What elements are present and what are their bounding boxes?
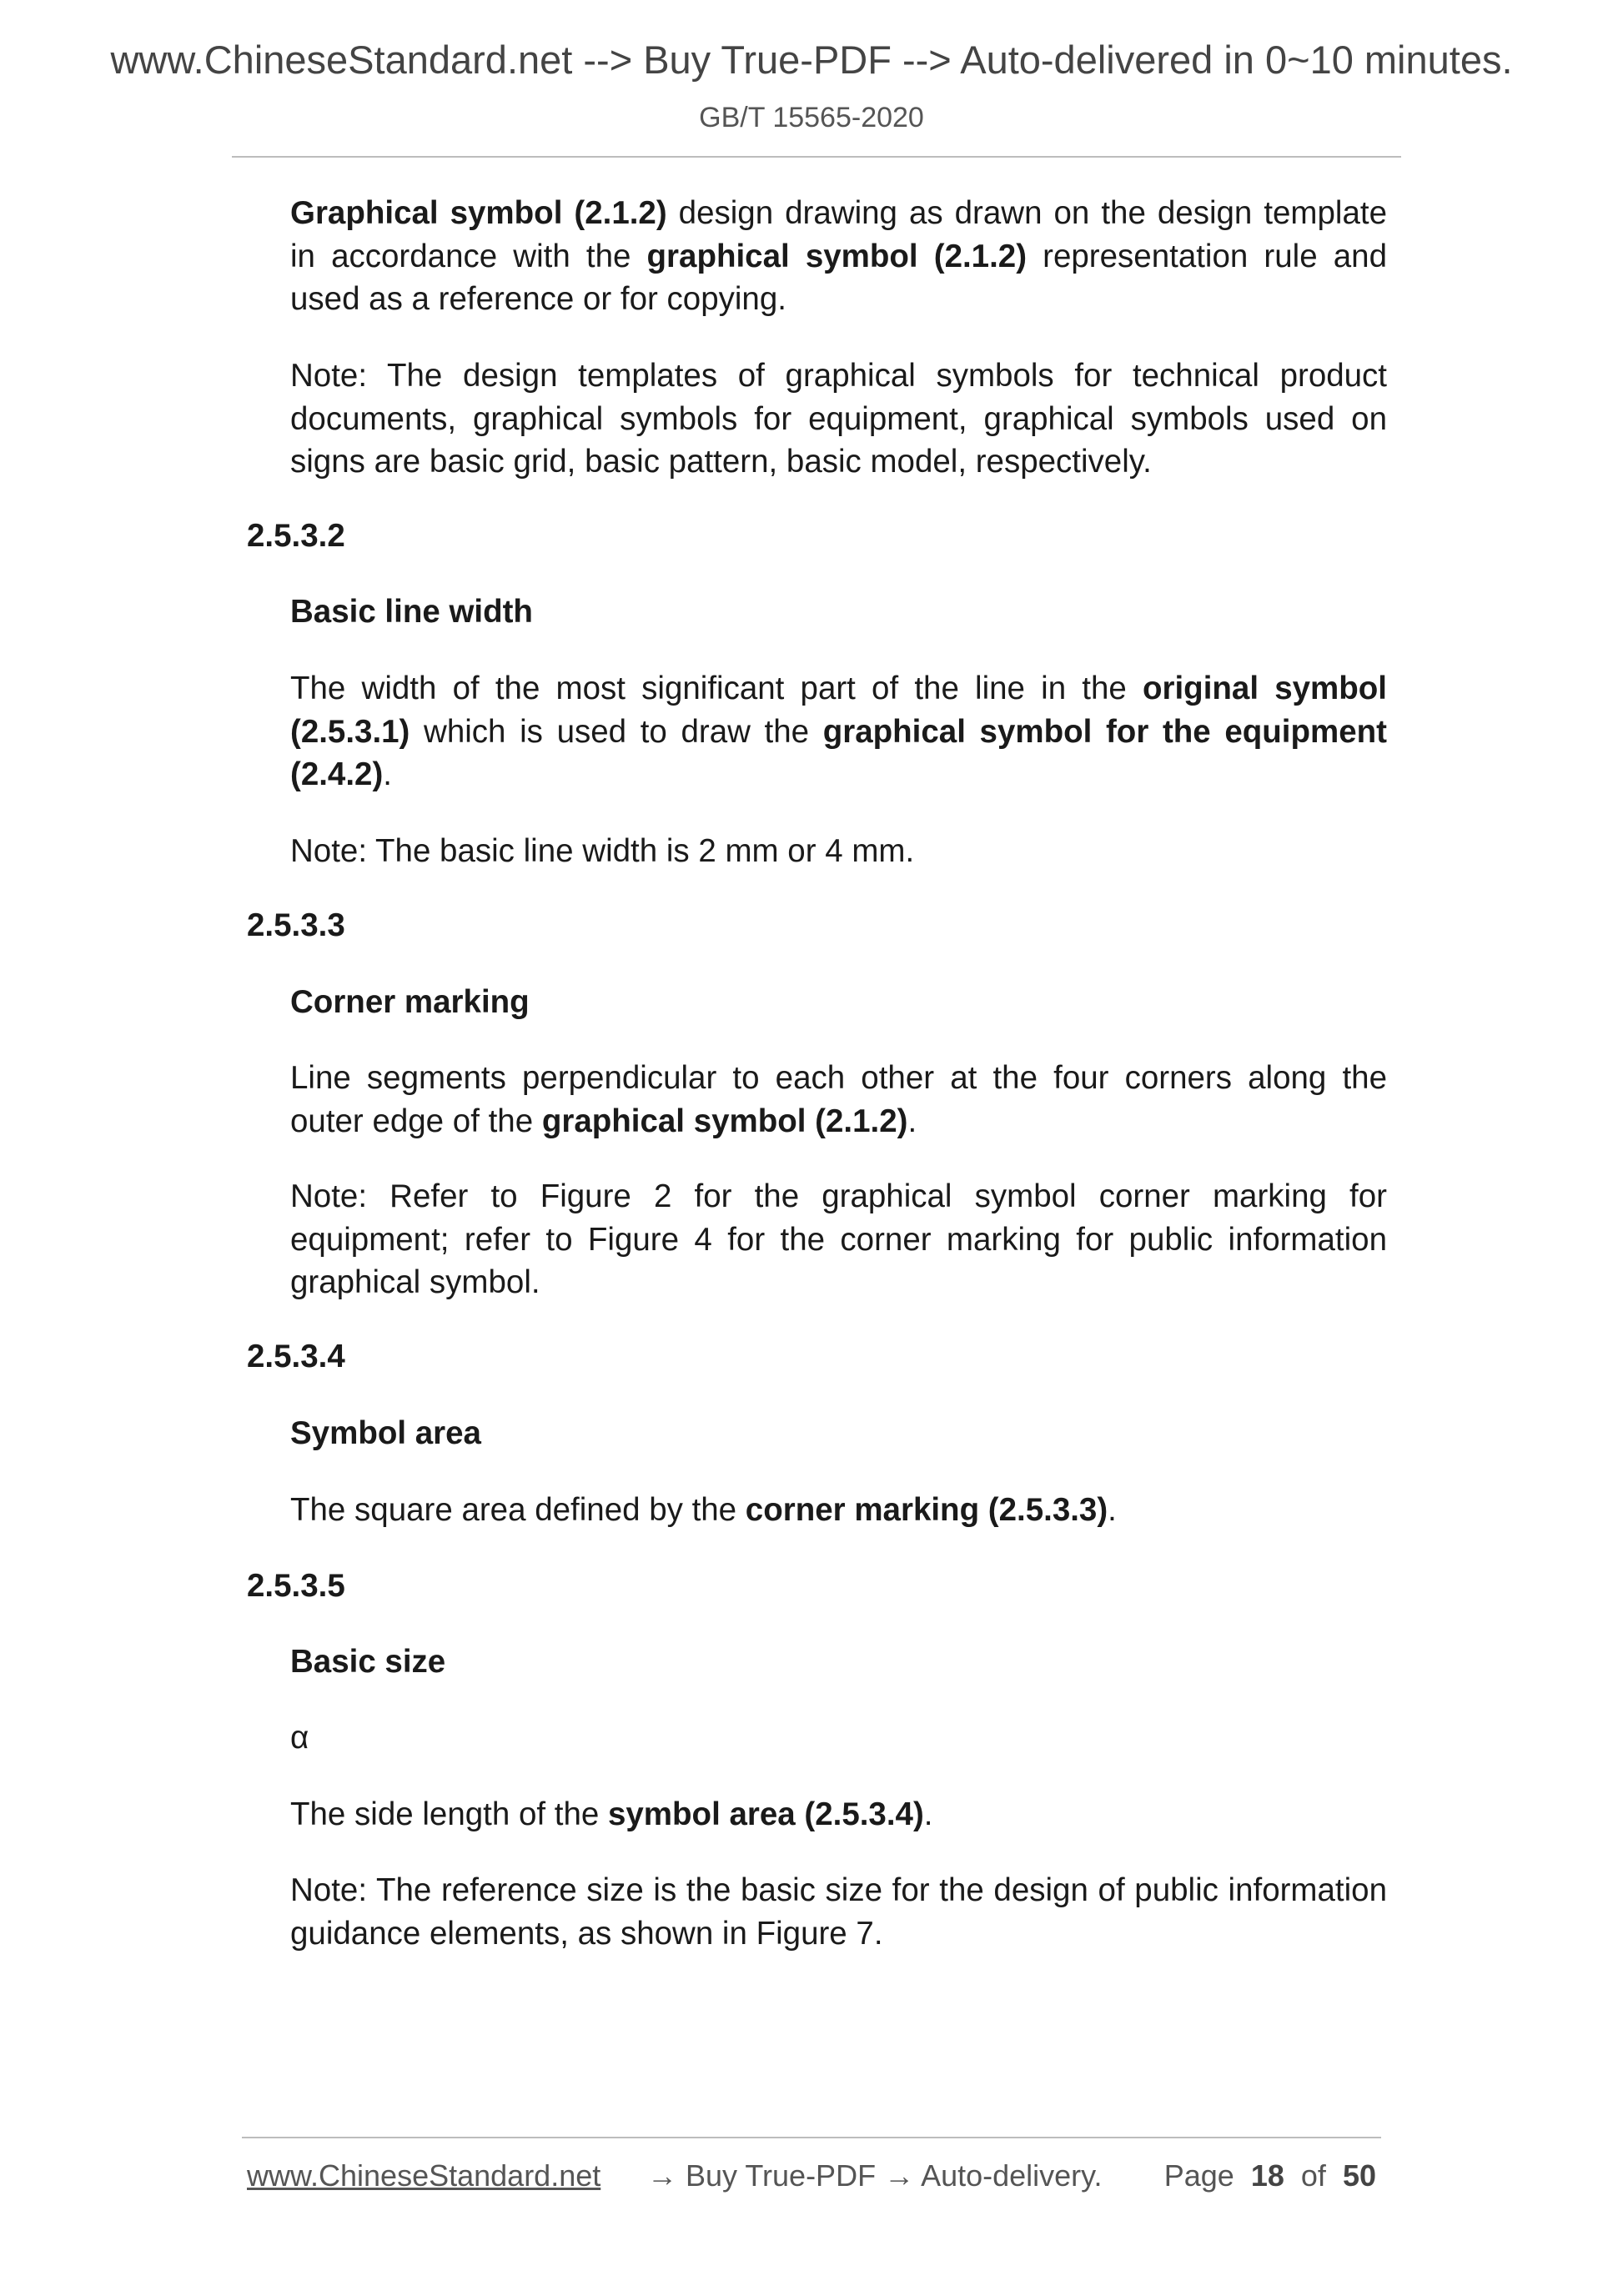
term-basic-size: Basic size <box>290 1644 446 1680</box>
header-divider <box>232 156 1401 158</box>
page-footer <box>247 2158 1376 2200</box>
text-run: . <box>923 1796 933 1832</box>
bold-term-ref: graphical symbol for the equipment (2.4.2) <box>290 713 1387 792</box>
of-label: of <box>1300 2158 1326 2193</box>
page-total: 50 <box>1342 2158 1376 2193</box>
text-run: The side length of the <box>290 1796 608 1832</box>
definition-basic-line-width <box>290 667 1387 796</box>
text-run: representation rule and used as a reference or for copying. <box>290 238 1387 317</box>
clause-number-2532: 2.5.3.2 <box>247 518 345 554</box>
bold-term-ref: graphical symbol (2.1.2) <box>541 1103 908 1139</box>
bold-term-ref: corner marking (2.5.3.3) <box>745 1492 1108 1528</box>
clause-number-2533: 2.5.3.3 <box>247 907 345 943</box>
bold-term-ref: Graphical symbol (2.1.2) <box>290 195 667 231</box>
text-run: Line segments perpendicular to each other at the four corners along the outer edge of the <box>290 1060 1387 1139</box>
definition-basic-size <box>290 1793 1387 1836</box>
note-corner-marking: Note: Refer to Figure 2 for the graphical symbol corner marking for equipment; refer to Figure 4 for the corner marking for public information graphical symbol. <box>290 1178 1387 1300</box>
text-run: . <box>1108 1492 1117 1528</box>
text-run: which is used to draw the <box>410 713 823 750</box>
bold-term-ref: symbol area (2.5.3.4) <box>607 1796 924 1832</box>
note-design-templates: Note: The design templates of graphical symbols for technical product documents, graphical symbols for equipment, graphical symbols used on signs are basic grid, basic pattern, basic model, respectively. <box>290 358 1387 480</box>
footer-nav-text: → Buy True-PDF → Auto-delivery. <box>647 2158 1103 2193</box>
text-run: The square area defined by the <box>290 1492 746 1528</box>
document-code: GB/T 15565-2020 <box>699 102 924 133</box>
term-basic-line-width: Basic line width <box>290 594 533 630</box>
definition-corner-marking <box>290 1057 1387 1143</box>
text-run: . <box>907 1103 917 1139</box>
top-banner: www.ChineseStandard.net --> Buy True-PDF --> Auto-delivered in 0~10 minutes. <box>110 38 1513 82</box>
term-corner-marking: Corner marking <box>290 984 530 1020</box>
paragraph-design-drawing <box>290 192 1387 321</box>
note-basic-line-width: Note: The basic line width is 2 mm or 4 mm. <box>290 833 915 869</box>
term-symbol-area: Symbol area <box>290 1415 481 1451</box>
bold-term-ref: original symbol (2.5.3.1) <box>290 671 1387 750</box>
clause-number-2535: 2.5.3.5 <box>247 1568 345 1604</box>
definition-symbol-area <box>290 1489 1387 1532</box>
bold-term-ref: graphical symbol (2.1.2) <box>646 238 1028 274</box>
page-indicator <box>1164 2158 1376 2193</box>
page-label: Page <box>1163 2158 1234 2193</box>
text-run: The width of the most significant part of the line in the <box>290 671 1143 706</box>
text-run: . <box>383 756 392 792</box>
footer-site-link[interactable]: www.ChineseStandard.net <box>247 2158 601 2193</box>
symbol-alpha: α <box>290 1720 309 1756</box>
page-number: 18 <box>1250 2158 1284 2193</box>
clause-number-2534: 2.5.3.4 <box>247 1339 345 1374</box>
footer-divider <box>242 2137 1381 2138</box>
note-basic-size: Note: The reference size is the basic size for the design of public information guidance elements, as shown in Figure 7. <box>290 1872 1387 1952</box>
text-run: design drawing as drawn on the design template in accordance with the <box>290 195 1387 274</box>
